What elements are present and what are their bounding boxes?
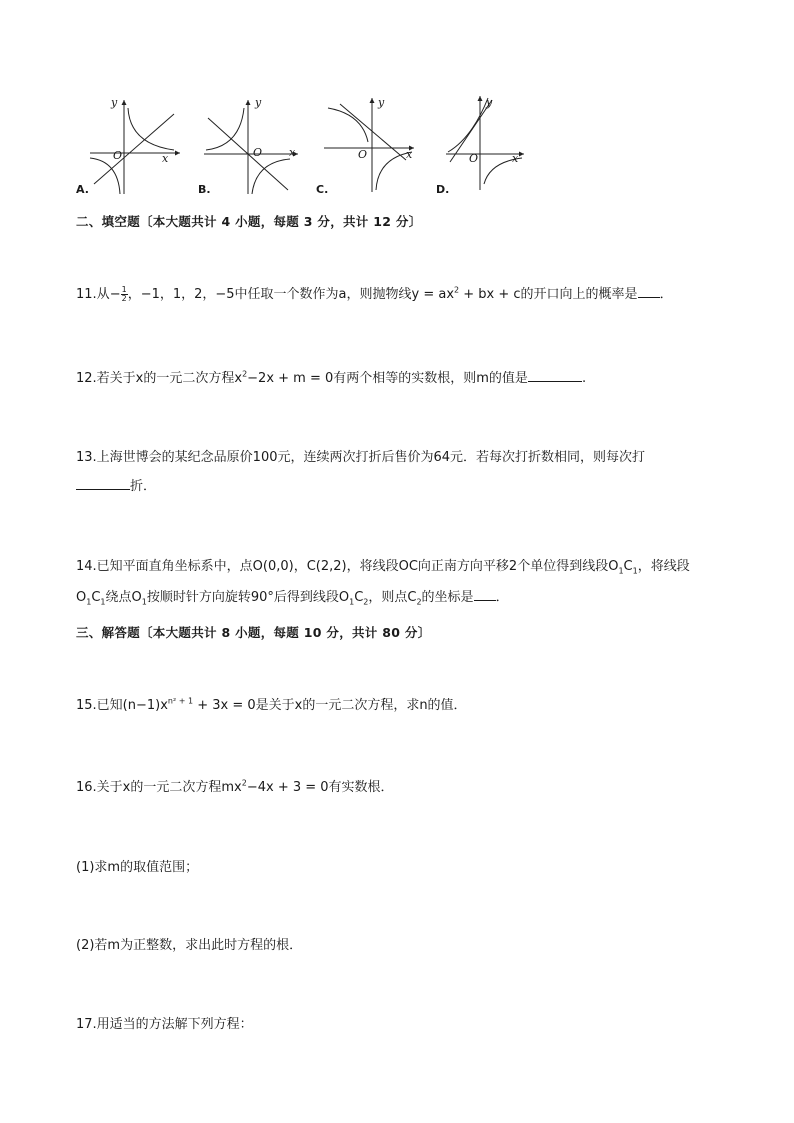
question-12 [76,367,586,386]
q14-text: ，将线段 [637,559,690,574]
q11-middle: ，−1，1，2，−5中任取一个数作为a，则抛物线y = ax [127,287,455,302]
q14-text: C [354,590,364,605]
question-15 [76,694,467,713]
question-13-line-1: 13.上海世博会的某纪念品原价100元，连续两次打折后售价为64元．若每次打折数相同，则每次打 [76,450,646,465]
q14-text: C [623,559,633,574]
q11-suffix: + bx + c的开口向上的概率是 [459,287,638,302]
subscript: 1 [618,566,624,576]
graph-option-a [84,96,184,196]
q16-prefix: 16.关于x的一元二次方程mx [76,780,242,795]
axis-x-label: x [406,148,413,161]
subscript: 1 [349,597,355,607]
answer-blank[interactable] [528,369,582,382]
q14-text: 按顺时针方向旋转90°后得到线段O [146,590,350,605]
axis-y-label: y [111,96,118,109]
question-16-part-1: (1)求m的取值范围； [76,860,199,875]
q13-line2-end: 折． [130,479,157,494]
subscript: 1 [632,566,638,576]
option-c-label: C. [316,183,329,196]
fraction-numerator: 1 [121,285,127,294]
q14-end: ． [495,590,509,605]
subscript: 2 [416,597,422,607]
subscript: 2 [363,597,369,607]
graph-option-b [200,96,300,196]
graph-option-d [442,92,532,192]
q16-suffix: −4x + 3 = 0有实数根． [246,780,394,795]
axis-x-label: x [512,152,519,165]
answer-blank[interactable] [474,588,496,601]
axis-y-label: y [486,96,493,109]
q15-suffix: + 3x = 0是关于x的一元二次方程，求n的值． [193,698,467,713]
section-2-title: 二、填空题〔本大题共计 4 小题，每题 3 分，共计 12 分〕 [76,214,422,229]
question-13-line-2 [76,475,156,494]
q11-end: ． [659,287,673,302]
answer-blank[interactable] [638,285,660,298]
q11-minus: − [109,287,121,302]
option-a-label: A. [76,183,89,196]
origin-label: O [358,148,368,161]
axis-y-label: y [378,96,385,109]
axis-x-label: x [289,146,296,159]
section-3-title: 三、解答题〔本大题共计 8 小题，每题 10 分，共计 80 分〕 [76,625,431,640]
q11-superscript: 2 [454,285,460,295]
option-b-label: B. [198,183,211,196]
q14-text: 的坐标是 [421,590,474,605]
origin-label: O [469,152,479,165]
q12-end: . [581,371,587,386]
q12-superscript: 2 [242,369,248,379]
question-16-part-2: (2)若m为正整数，求出此时方程的根． [76,938,303,953]
q14-text: 14.已知平面直角坐标系中，点O(0,0)，C(2,2)，将线段OC向正南方向平移2个单位得到线段O [76,559,619,574]
q14-text: O [76,590,87,605]
origin-label: O [253,146,263,159]
q11-prefix: 11.从 [76,287,110,302]
question-16 [76,776,394,795]
q15-prefix: 15.已知(n−1)x [76,698,168,713]
q14-text: ，则点C [368,590,417,605]
q12-middle: −2x + m = 0有两个相等的实数根，则m的值是 [247,371,528,386]
graph-option-c [318,94,418,194]
q14-text: 绕点O [105,590,142,605]
fraction [121,286,128,303]
axis-x-label: x [162,152,169,165]
q16-superscript: 2 [241,778,247,788]
question-14-line-1 [76,555,690,576]
fraction-denominator: 2 [121,294,127,303]
question-17: 17.用适当的方法解下列方程： [76,1017,253,1032]
option-d-label: D. [436,183,450,196]
q12-prefix: 12.若关于x的一元二次方程x [76,371,243,386]
subscript: 1 [100,597,106,607]
question-14-line-2 [76,586,509,607]
q14-text: C [91,590,101,605]
q15-exponent: n² + 1 [167,696,194,706]
axis-y-label: y [255,96,262,109]
subscript: 1 [86,597,92,607]
answer-blank[interactable] [76,477,130,490]
subscript: 1 [141,597,147,607]
origin-label: O [113,149,123,162]
question-11 [76,283,673,303]
